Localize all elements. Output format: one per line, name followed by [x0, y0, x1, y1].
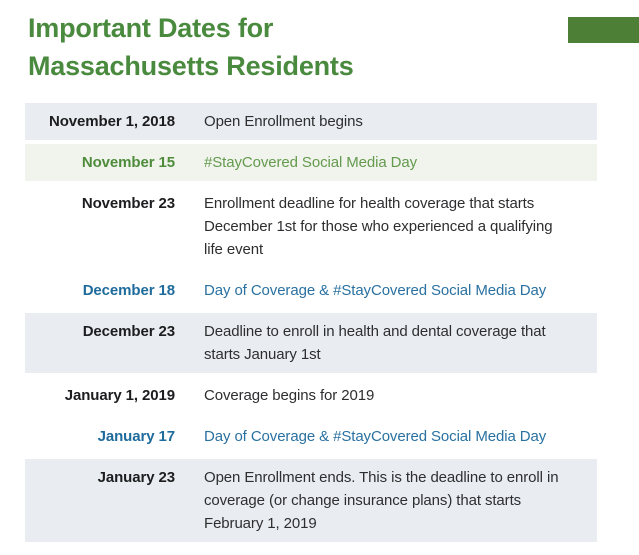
row-description: Open Enrollment ends. This is the deadline to enroll in coverage (or change insurance plans) that starts February 1, 2019	[204, 469, 559, 532]
row-description: Day of Coverage & #StayCovered Social Media Day	[204, 282, 547, 299]
row-description: Open Enrollment begins	[204, 113, 363, 130]
row-date: January 23	[97, 469, 175, 486]
row-description: Coverage begins for 2019	[204, 387, 375, 404]
row-description: Deadline to enroll in health and dental coverage that starts January 1st	[204, 323, 546, 363]
row-date: November 23	[81, 195, 175, 212]
row-date: December 23	[82, 323, 175, 340]
row-description: #StayCovered Social Media Day	[204, 154, 418, 171]
table-row	[25, 272, 597, 309]
table-row	[25, 144, 597, 181]
page-header	[0, 0, 639, 85]
row-date: November 1, 2018	[49, 113, 175, 130]
row-date: January 1, 2019	[64, 387, 175, 404]
table-row	[25, 185, 597, 268]
row-description: Enrollment deadline for health coverage that starts December 1st for those who experienced a qualifying life event	[204, 195, 553, 258]
table-row	[25, 459, 597, 542]
table-row	[25, 418, 597, 455]
page-title-line-2: Massachusetts Residents	[28, 51, 354, 81]
table-row	[25, 103, 597, 140]
page-title-line-1: Important Dates for	[28, 13, 274, 43]
row-date: January 17	[97, 428, 175, 445]
table-row	[25, 313, 597, 373]
row-description: Day of Coverage & #StayCovered Social Media Day	[204, 428, 547, 445]
table-row	[25, 377, 597, 414]
green-accent-bar	[568, 17, 639, 43]
important-dates-table	[25, 103, 597, 542]
row-date: December 18	[82, 282, 175, 299]
page-title	[28, 9, 639, 85]
row-date: November 15	[81, 154, 175, 171]
